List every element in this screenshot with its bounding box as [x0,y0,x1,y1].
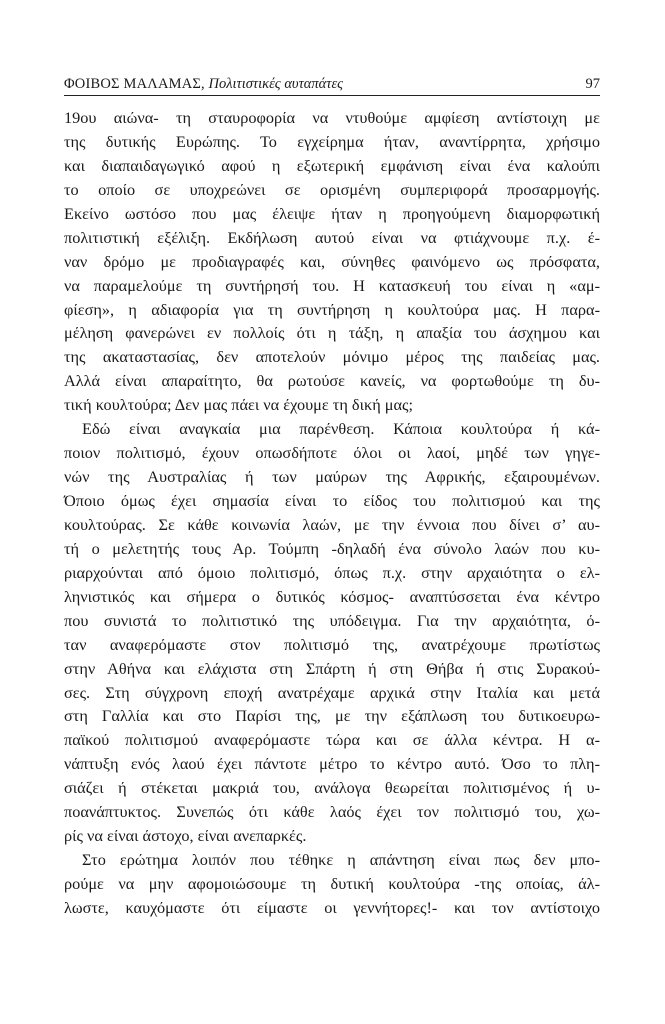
text-line: ταν αναφερόμαστε στον πολιτισμό της, ανατρέχουμε πρωτίστως [64,634,600,654]
text-line: νών της Αυστραλίας ή των μαύρων της Αφρικής, εξαιρουμένων. [64,467,600,487]
text-line: φίεση», η αδιαφορία για τη συντήρηση η κουλτούρα μας. Η παρα- [64,299,600,319]
text-line: να παραμελούμε τη συντήρησή του. Η κατασκευή του είναι η «αμ- [64,275,600,295]
text-line: Στο ερώτημα λοιπόν που τέθηκε η απάντηση είναι πως δεν μπο- [82,850,600,870]
page-number: 97 [585,76,600,92]
running-header [64,74,600,94]
text-line: νάπτυξη ενός λαού έχει πάντοτε μέτρο το κέντρο αυτό. Όσο το πλη- [64,754,600,774]
text-line: σιάζει ή στέκεται μακριά του, ανάλογα θεωρείται πολιτισμένος ή υ- [64,778,600,798]
text-line: σες. Στη σύγχρονη εποχή ανατρέχαμε αρχικά στην Ιταλία και μετά [64,682,600,702]
header-book-title: Πολιτιστικές αυταπάτες [208,76,344,92]
text-line: ρούμε να μην αφομοιώσουμε τη δυτική κουλτούρα -της οποίας, άλ- [64,874,600,893]
text-line: Εδώ είναι αναγκαία μια παρένθεση. Κάποια κουλτούρα ή κά- [82,419,600,439]
text-line: που συνιστά το πολιτιστικό της υπόδειγμα. Για την αρχαιότητα, ό- [64,610,600,630]
text-line: Όποιο όμως έχει σημασία είναι το είδος του πολιτισμού και της [64,491,600,510]
text-line: Εκείνο ωστόσο που μας έλειψε ήταν η προηγούμενη διαμορφωτική [64,203,600,223]
text-line: πολιτιστική εξέλιξη. Εκδήλωση αυτού είναι να φτιάχνουμε π.χ. έ- [64,227,600,247]
text-line: της δυτικής Ευρώπης. Το εγχείρημα ήταν, αναντίρρητα, χρήσιμο [64,131,600,151]
header-rule [64,95,600,96]
text-line: Αλλά είναι απαραίτητο, θα ρωτούσε κανείς, να φορτωθούμε τη δυ- [64,371,600,391]
text-line: και διαπαιδαγωγικό αφού η εξωτερική εμφάνιση είναι ένα καλούπι [64,155,600,175]
text-line: ποανάπτυκτος. Συνεπώς ότι κάθε λαός έχει τον πολιτισμό του, χω- [64,802,600,822]
text-line: τή ο μελετητής τους Αρ. Τούμπη -δηλαδή ένα σύνολο λαών που κυ- [64,538,600,558]
text-line: λωστε, καυχόμαστε ότι είμαστε οι γεννήτορες!- και τον αντίστοιχο [64,897,600,917]
text-line: ληνιστικός και σήμερα ο δυτικός κόσμος- αναπτύσσεται ένα κέντρο [64,586,600,606]
text-line: παϊκού πολιτισμού αναφερόμαστε τώρα και σε άλλα κέντρα. Η α- [64,730,600,750]
text-line: το οποίο σε υποχρεώνει σε ορισμένη συμπεριφορά προσαρμογής. [64,179,600,199]
text-line: στην Αθήνα και ελάχιστα στη Σπάρτη ή στη Θήβα ή στις Συρακού- [64,658,600,678]
text-line: 19ου αιώνα- τη σταυροφορία να ντυθούμε αμφίεση αντίστοιχη με [64,108,600,127]
text-line: ρίς να είναι άστοχο, είναι ανεπαρκές. [64,826,307,846]
header-author: ΦΟΙΒΟΣ ΜΑΛΑΜΑΣ, [64,76,205,92]
text-line: στη Γαλλία και στο Παρίσι της, με την εξάπλωση του δυτικοευρω- [64,706,600,726]
text-line: ναν δρόμο με προδιαγραφές και, σύνηθες φαινόμενο ως πρόσφατα, [64,251,600,271]
body-text [64,106,600,920]
text-line: τική κουλτούρα; Δεν μας πάει να έχουμε τη δική μας; [64,395,414,415]
text-line: ριαρχούνται από όμοιο πολιτισμό, όπως π.χ. στην αρχαιότητα ο ελ- [64,562,600,582]
text-line: της ακαταστασίας, δεν αποτελούν μόνιμο μέρος της παιδείας μας. [64,347,600,367]
text-line: κουλτούρας. Σε κάθε κοινωνία λαών, με την έννοια που δίνει σ’ αυ- [64,514,600,534]
text-line: μέληση φανερώνει εν πολλοίς ότι η τάξη, η απαξία του άσχημου και [64,323,600,343]
text-line: ποιον πολιτισμό, έχουν οπωσδήποτε όλοι οι λαοί, μηδέ των γηγε- [64,443,600,463]
